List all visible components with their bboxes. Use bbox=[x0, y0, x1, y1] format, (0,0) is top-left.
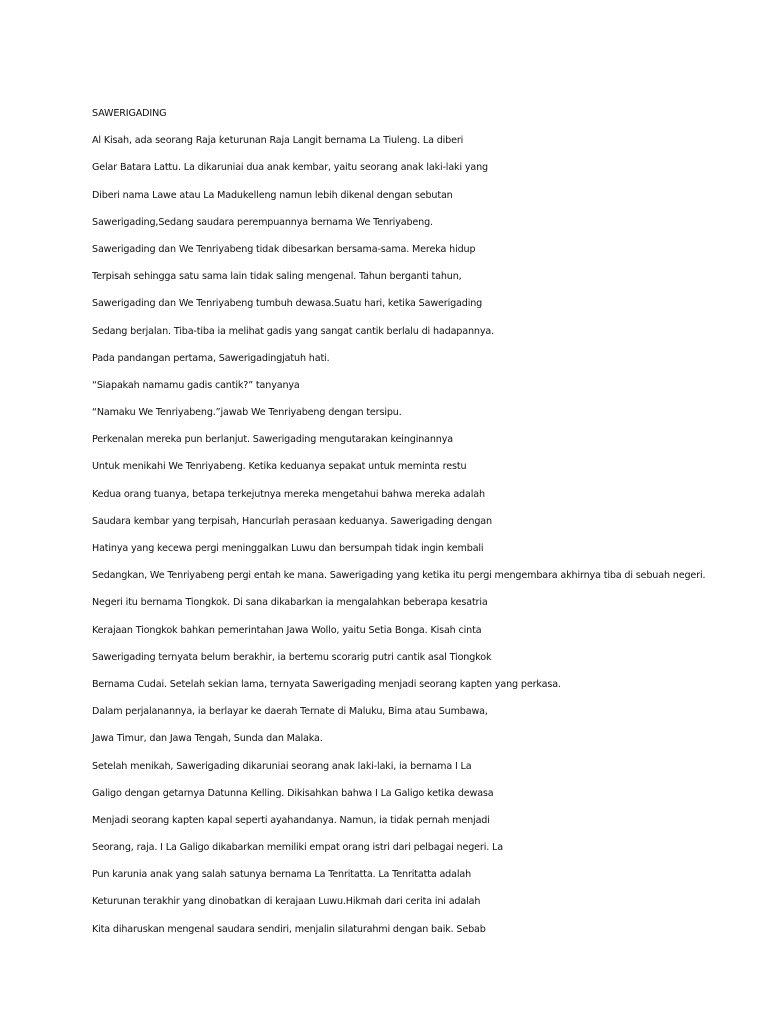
text-line: Kedua orang tuanya, betapa terkejutnya mereka mengetahui bahwa mereka adalah bbox=[92, 488, 485, 500]
text-line: Setelah menikah, Sawerigading dikaruniai seorang anak laki-laki, ia bernama I La bbox=[92, 760, 472, 772]
text-line: Sedang berjalan. Tiba-tiba ia melihat gadis yang sangat cantik berlalu di hadapannya. bbox=[92, 325, 494, 337]
text-line: Galigo dengan getarnya Datunna Kelling. Dikisahkan bahwa I La Galigo ketika dewasa bbox=[92, 787, 494, 799]
text-line: Pun karunia anak yang salah satunya bernama La Tenritatta. La Tenritatta adalah bbox=[92, 869, 472, 881]
text-line: Jawa Timur, dan Jawa Tengah, Sunda dan Malaka. bbox=[92, 733, 323, 745]
text-line: Sawerigading dan We Tenriyabeng tumbuh dewasa.Suatu hari, ketika Sawerigading bbox=[92, 298, 483, 310]
document-title: SAWERIGADING bbox=[92, 108, 167, 119]
text-line: Perkenalan mereka pun berlanjut. Sawerigading mengutarakan keinginannya bbox=[92, 434, 453, 446]
text-line: Seorang, raja. I La Galigo dikabarkan memiliki empat orang istri dari pelbagai negeri. La bbox=[92, 842, 503, 854]
text-line: Saudara kembar yang terpisah, Hancurlah perasaan keduanya. Sawerigading dengan bbox=[92, 515, 492, 527]
dialogue-line: “Namaku We Tenriyabeng.”jawab We Tenriyabeng dengan tersipu. bbox=[92, 407, 402, 419]
text-line: Diberi nama Lawe atau La Madukelleng namun lebih dikenal dengan sebutan bbox=[92, 189, 453, 201]
text-line: Kerajaan Tiongkok bahkan pemerintahan Jawa Wollo, yaitu Setia Bonga. Kisah cinta bbox=[92, 624, 482, 636]
text-line: Sawerigading,Sedang saudara perempuannya bernama We Tenriyabeng. bbox=[92, 216, 433, 228]
text-line: Gelar Batara Lattu. La dikaruniai dua anak kembar, yaitu seorang anak laki-laki yang bbox=[92, 162, 488, 174]
text-line: Menjadi seorang kapten kapal seperti ayahandanya. Namun, ia tidak pernah menjadi bbox=[92, 814, 490, 826]
text-line: Hatinya yang kecewa pergi meninggalkan Luwu dan bersumpah tidak ingin kembali bbox=[92, 543, 484, 554]
text-line: Sawerigading dan We Tenriyabeng tidak dibesarkan bersama-sama. Mereka hidup bbox=[92, 243, 476, 255]
text-line: Negeri itu bernama Tiongkok. Di sana dikabarkan ia mengalahkan beberapa kesatria bbox=[92, 597, 488, 609]
text-line: Pada pandangan pertama, Sawerigadingjatuh hati. bbox=[92, 352, 330, 364]
text-line: Terpisah sehingga satu sama lain tidak saling mengenal. Tahun berganti tahun, bbox=[92, 271, 462, 283]
dialogue-line: “Siapakah namamu gadis cantik?” tanyanya bbox=[92, 379, 300, 391]
text-line: Bernama Cudai. Setelah sekian lama, ternyata Sawerigading menjadi seorang kapten yang perkasa. bbox=[92, 678, 561, 690]
text-line: Kita diharuskan mengenal saudara sendiri, menjalin silaturahmi dengan baik. Sebab bbox=[92, 923, 486, 935]
document-body bbox=[92, 100, 706, 943]
text-line: Untuk menikahi We Tenriyabeng. Ketika keduanya sepakat untuk meminta restu bbox=[92, 461, 467, 473]
text-line: Keturunan terakhir yang dinobatkan di kerajaan Luwu.Hikmah dari cerita ini adalah bbox=[92, 896, 481, 908]
text-line: Sedangkan, We Tenriyabeng pergi entah ke mana. Sawerigading yang ketika itu pergi mengembara akhirnya tiba di sebuah negeri. bbox=[92, 570, 706, 582]
text-line: Dalam perjalanannya, ia berlayar ke daerah Ternate di Maluku, Bima atau Sumbawa, bbox=[92, 706, 488, 718]
text-line: Al Kisah, ada seorang Raja keturunan Raja Langit bernama La Tiuleng. La diberi bbox=[92, 135, 464, 147]
text-line: Sawerigading ternyata belum berakhir, ia bertemu scorarig putri cantik asal Tiongkok bbox=[92, 651, 492, 663]
